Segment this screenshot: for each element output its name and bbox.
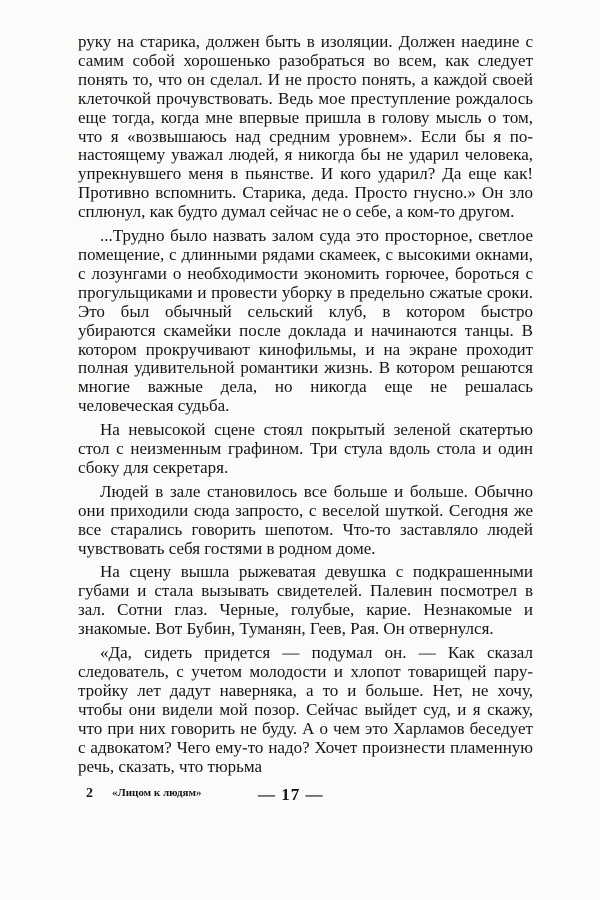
signature-title: «Лицом к людям» — [112, 787, 202, 799]
signature-number: 2 — [86, 786, 93, 801]
paragraph-2: ...Трудно было назвать залом суда это просторное, светлое помещение, с длинными рядами скамеек, с высокими окнами, с лозунгами о необходимости экономить горючее, бороться с прогульщиками и провести уборку в предельно сжатые сроки. Это был обычный сельский клуб, в котором быстро убираются скамейки после доклада и начинаются танцы. В котором прокручивают кинофильмы, и на экране проходит полная удивительной романтики жизнь. В котором решаются многие важные дела, но никогда еще не решалась человеческая судьба. — [78, 226, 533, 416]
page-number: — 17 — — [258, 785, 324, 804]
page-text — [78, 33, 533, 781]
paragraph-1: руку на старика, должен быть в изоляции. Должен наедине с самим собой хорошенько разобраться во всем, как следует понять то, что он сделал. И не просто понять, а каждой своей клеточкой прочувствовать. Ведь мое преступление рождалось еще тогда, когда мне впервые пришла в голову мысль о том, что я «возвышаюсь над средним уровнем». Если бы я по-настоящему уважал людей, я никогда бы не ударил человека, упрекнувшего меня в пьянстве. И кого ударил? Да еще как! Противно вспомнить. Старика, деда. Просто гнусно.» Он зло сплюнул, как будто думал сейчас не о себе, а ком-то другом. — [78, 32, 533, 222]
paragraph-6: «Да, сидеть придется — подумал он. — Как сказал следователь, с учетом молодости и хлопот товарищей пару-тройку лет дадут наверняка, а то и больше. Нет, не хочу, чтобы они видели мой позор. Сейчас выйдет суд, и я скажу, что при них говорить не буду. А о чем это Харламов беседует с адвокатом? Чего ему-то надо? Хочет произнести пламенную речь, сказать, что тюрьма — [78, 643, 533, 776]
paragraph-4: Людей в зале становилось все больше и больше. Обычно они приходили сюда запросто, с веселой шуткой. Сегодня же все старались говорить шепотом. Что-то заставляло людей чувствовать себя гостями в родном доме. — [78, 481, 533, 558]
paragraph-3: На невысокой сцене стоял покрытый зеленой скатертью стол с неизменным графином. Три стула вдоль стола и один сбоку для секретаря. — [78, 420, 533, 477]
paragraph-5: На сцену вышла рыжеватая девушка с подкрашенными губами и стала вызывать свидетелей. Палевин посмотрел в зал. Сотни глаз. Черные, голубые, карие. Незнакомые и знакомые. Вот Бубин, Туманян, Геев, Рая. Он отвернулся. — [78, 562, 533, 639]
